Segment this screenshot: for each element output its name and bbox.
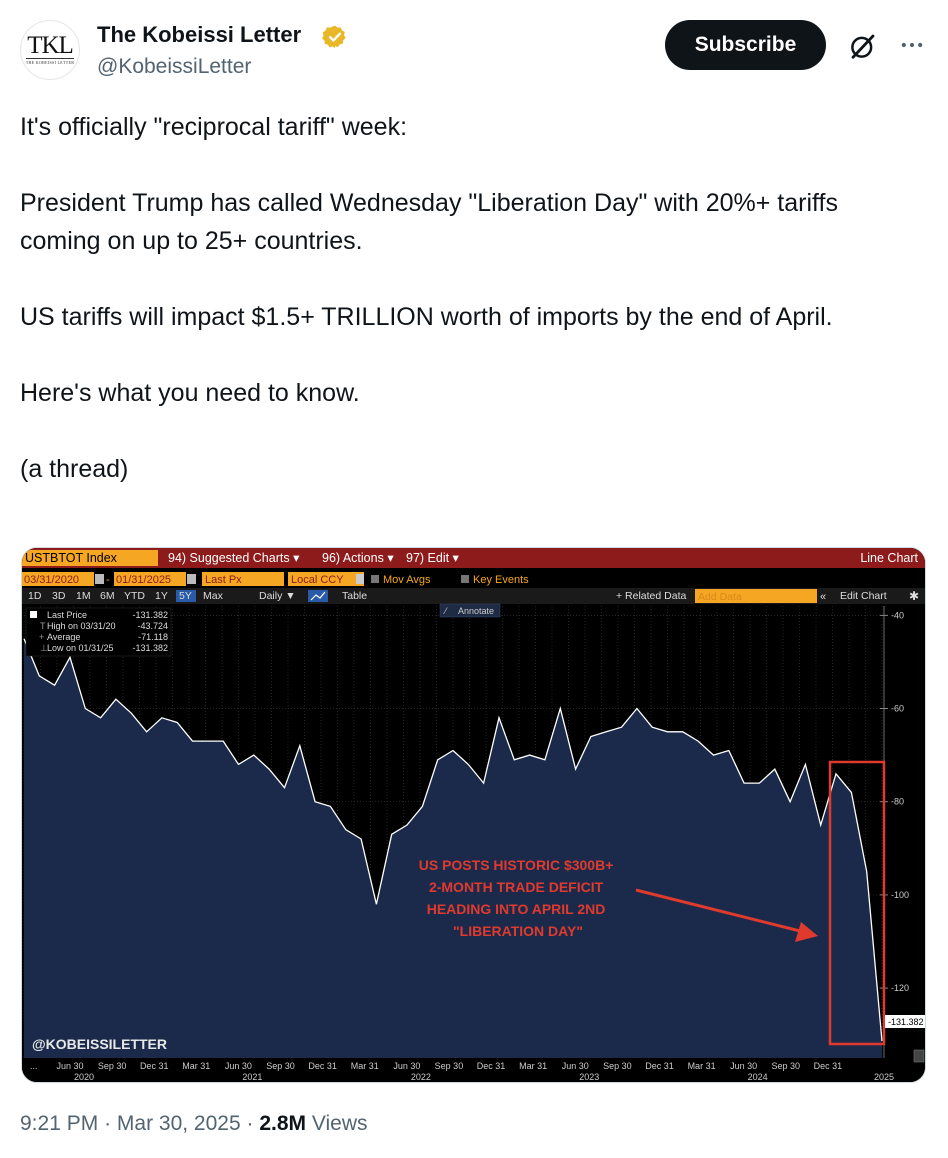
x-tick-label: Jun 30 xyxy=(561,1061,589,1071)
x-tick-label: Jun 30 xyxy=(56,1061,84,1071)
more-options-icon[interactable] xyxy=(898,30,926,60)
range-button-3d[interactable]: 3D xyxy=(52,590,66,602)
legend-value-2: -71.118 xyxy=(138,632,168,642)
subscribe-button[interactable]: Subscribe xyxy=(665,20,826,70)
date-from[interactable]: 03/31/2020 xyxy=(24,574,80,586)
legend-label-0: Last Price xyxy=(47,610,88,620)
tweet-paragraph: President Trump has called Wednesday "Liberation Day" with 20%+ tariffs coming on up to 25+ countries. xyxy=(20,189,838,255)
menu-actions[interactable]: 96) Actions ▾ xyxy=(322,551,394,565)
x-year-label: 2025 xyxy=(873,1072,895,1082)
svg-text:⁄: ⁄ xyxy=(445,606,447,616)
avatar-mark: TKL xyxy=(27,32,73,59)
range-button-1m[interactable]: 1M xyxy=(76,590,91,602)
x-tick-label: Dec 31 xyxy=(308,1061,337,1071)
legend-label-2: Average xyxy=(47,632,81,642)
x-tick-label: Mar 31 xyxy=(687,1061,716,1071)
annotate-button[interactable]: Annotate xyxy=(458,606,495,616)
x-tick-label: Dec 31 xyxy=(139,1061,169,1071)
legend-value-0: -131.382 xyxy=(132,610,168,620)
legend-label-3: Low on 01/31/25 xyxy=(47,643,114,653)
tweet-paragraph: It's officially "reciprocal tariff" week: xyxy=(20,113,408,141)
range-button-6m[interactable]: 6M xyxy=(100,590,115,602)
x-year-label: 2024 xyxy=(747,1072,768,1082)
terminal-chart xyxy=(22,548,926,1083)
x-tick-label: Mar 31 xyxy=(519,1061,548,1071)
x-tick-ellipsis: ... xyxy=(30,1061,38,1071)
tweet-paragraph: Here's what you need to know. xyxy=(20,379,360,407)
legend-value-1: -43.724 xyxy=(137,621,168,631)
y-tick-label: -80 xyxy=(891,796,905,807)
x-year-label: 2020 xyxy=(73,1072,95,1082)
x-tick-label: Sep 30 xyxy=(771,1061,801,1071)
frequency-select[interactable]: Daily ▼ xyxy=(259,590,296,602)
x-tick-label: Dec 31 xyxy=(813,1061,843,1071)
y-tick-label: -40 xyxy=(891,610,905,621)
avatar-sub: THE KOBEISSI LETTER xyxy=(25,60,75,65)
legend-value-3: -131.382 xyxy=(132,643,168,653)
last-value-tag: -131.382 xyxy=(888,1017,924,1027)
views-count: 2.8M xyxy=(259,1112,306,1135)
range-button-ytd[interactable]: YTD xyxy=(124,590,145,602)
menu-edit[interactable]: 97) Edit ▾ xyxy=(406,551,459,565)
x-tick-label: Dec 31 xyxy=(476,1061,506,1071)
tweet-text xyxy=(20,108,920,488)
collapse-icon[interactable]: « xyxy=(820,591,827,603)
x-tick-label: Dec 31 xyxy=(645,1061,674,1071)
svg-text:-: - xyxy=(106,574,110,586)
annotation-text: US POSTS HISTORIC $300B+ 2-MONTH TRADE DEFICIT HEADING INTO APRIL 2ND "LIBERATION DAY" xyxy=(418,857,614,939)
x-year-label: 2022 xyxy=(410,1072,431,1082)
range-button-1d[interactable]: 1D xyxy=(28,590,42,602)
avatar[interactable] xyxy=(20,20,80,80)
range-button-5y[interactable]: 5Y xyxy=(179,590,192,602)
verified-badge-icon[interactable] xyxy=(322,24,348,50)
chart-image[interactable] xyxy=(21,547,926,1083)
y-tick-label: -60 xyxy=(891,703,905,714)
x-tick-label: Sep 30 xyxy=(434,1061,464,1071)
x-tick-label: Mar 31 xyxy=(350,1061,379,1071)
range-buttons[interactable] xyxy=(28,590,224,602)
date-to[interactable]: 01/31/2025 xyxy=(116,574,172,586)
x-tick-label: Mar 31 xyxy=(182,1061,211,1071)
tweet-date[interactable]: Mar 30, 2025 xyxy=(116,1112,241,1135)
tweet-time[interactable]: 9:21 PM xyxy=(20,1112,99,1135)
menu-suggested-charts[interactable]: 94) Suggested Charts ▾ xyxy=(168,551,300,565)
range-button-max[interactable]: Max xyxy=(203,590,223,602)
toggle-mov-avgs[interactable]: Mov Avgs xyxy=(383,574,431,586)
x-year-label: 2023 xyxy=(579,1072,600,1082)
x-tick-label: Sep 30 xyxy=(266,1061,295,1071)
tweet-header xyxy=(0,0,948,100)
x-tick-label: Jun 30 xyxy=(393,1061,421,1071)
related-data-button[interactable]: + Related Data xyxy=(616,590,687,602)
x-tick-label: Jun 30 xyxy=(224,1061,252,1071)
tweet-paragraph: (a thread) xyxy=(20,455,129,483)
price-field[interactable]: Last Px xyxy=(205,574,242,586)
add-data-input[interactable]: Add Data xyxy=(698,591,742,603)
tweet-paragraph: US tariffs will impact $1.5+ TRILLION worth of imports by the end of April. xyxy=(20,303,833,331)
x-year-label: 2021 xyxy=(242,1072,263,1082)
x-tick-label: Sep 30 xyxy=(603,1061,632,1071)
legend-label-1: High on 03/31/20 xyxy=(47,621,116,631)
currency-field[interactable]: Local CCY xyxy=(291,574,344,586)
watermark-text: @KOBEISSILETTER xyxy=(32,1036,167,1052)
range-button-1y[interactable]: 1Y xyxy=(155,590,168,602)
svg-text:+: + xyxy=(39,632,45,642)
handle[interactable]: @KobeissiLetter xyxy=(97,55,252,78)
tweet-meta: 9:21 PM · Mar 30, 2025 · 2.8M Views xyxy=(20,1112,368,1135)
table-button[interactable]: Table xyxy=(342,590,368,602)
chart-mode-label: Line Chart xyxy=(860,551,918,565)
svg-text:T: T xyxy=(40,621,46,631)
x-tick-label: Sep 30 xyxy=(97,1061,127,1071)
settings-icon[interactable]: ✱ xyxy=(909,589,920,603)
views-label: Views xyxy=(311,1112,368,1135)
x-tick-label: Jun 30 xyxy=(730,1061,758,1071)
y-tick-label: -100 xyxy=(891,889,910,900)
toggle-key-events[interactable]: Key Events xyxy=(473,574,529,586)
display-name[interactable]: The Kobeissi Letter xyxy=(97,22,302,47)
y-tick-label: -120 xyxy=(891,983,910,994)
ticker-label[interactable]: USTBTOT Index xyxy=(25,551,117,565)
edit-chart-button[interactable]: Edit Chart xyxy=(840,590,887,602)
svg-text:⊥: ⊥ xyxy=(40,643,48,653)
grok-icon[interactable] xyxy=(848,31,878,61)
